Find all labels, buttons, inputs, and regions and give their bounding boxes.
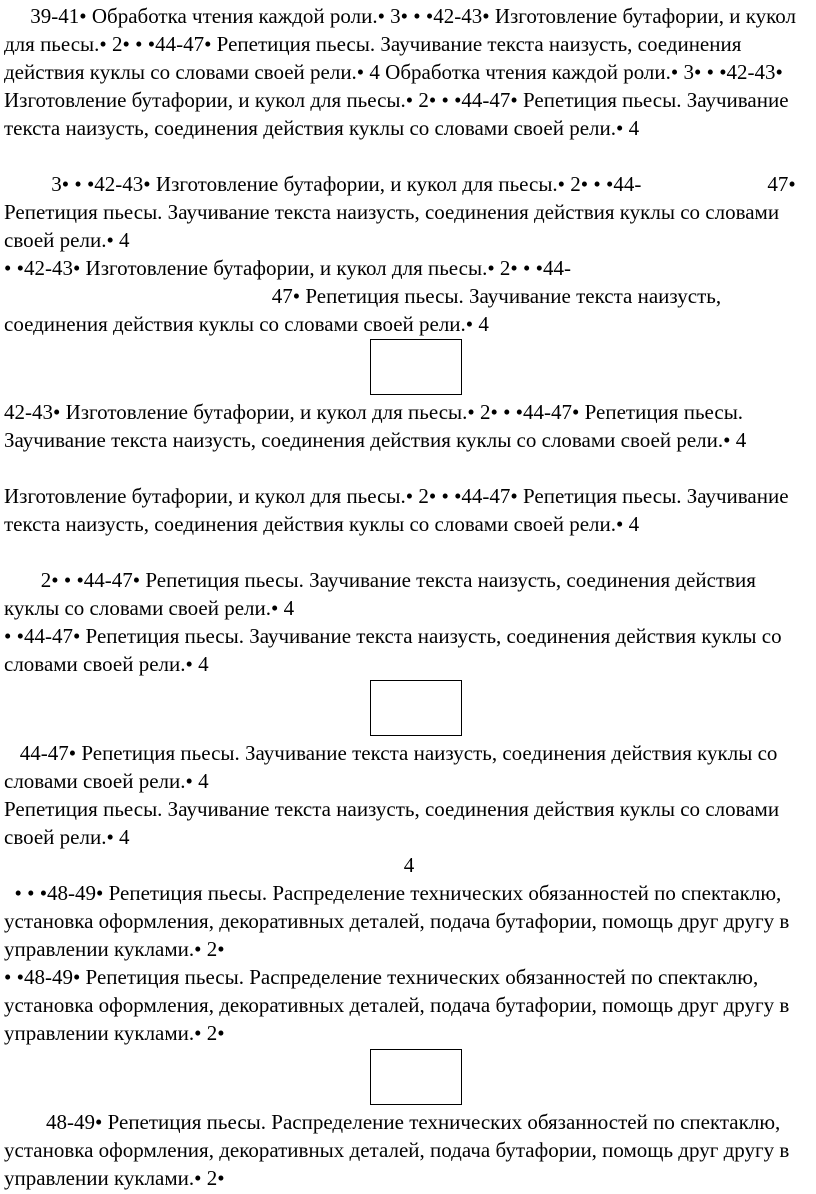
page-number: 4 [403, 853, 415, 877]
text-block-12: 48-49• Репетиция пьесы. Распределение технических обязанностей по спектаклю, установка оформления, декоративных деталей, подача бутафории, помощь друг другу в управлении куклами.• 2• [4, 1110, 790, 1190]
empty-frame-1 [370, 339, 462, 395]
text-block-1: 39-41• Обработка чтения каждой роли.• 3• • •42-43• Изготовление бутафории, и кукол для пьесы.• 2• • •44-47• Репетиция пьесы. Заучивание текста наизусть, соединения действия куклы со словами своей рели.• 4 Обработка чтения каждой роли.• 3• • •42-43• Изготовление бутафории, и кукол для пьесы.• 2• • •44-47• Репетиция пьесы. Заучивание текста наизусть, соединения действия куклы со словами своей рели.• 4 [4, 4, 796, 140]
text-block-5: Изготовление бутафории, и кукол для пьесы.• 2• • •44-47• Репетиция пьесы. Заучивание текста наизусть, соединения действия куклы со словами своей рели.• 4 [4, 484, 789, 536]
text-block-4: 42-43• Изготовление бутафории, и кукол для пьесы.• 2• • •44-47• Репетиция пьесы. Заучивание текста наизусть, соединения действия куклы со словами своей рели.• 4 [4, 400, 747, 452]
text-block-2: 3• • •42-43• Изготовление бутафории, и кукол для пьесы.• 2• • •44- 47• Репетиция пьесы. Заучивание текста наизусть, соединения действия куклы со словами своей рели.• 4 [4, 172, 796, 252]
text-block-6: 2• • •44-47• Репетиция пьесы. Заучивание текста наизусть, соединения действия куклы со словами своей рели.• 4 [4, 568, 756, 620]
text-block-9: Репетиция пьесы. Заучивание текста наизусть, соединения действия куклы со словами своей рели.• 4 [4, 797, 780, 849]
text-block-3: • •42-43• Изготовление бутафории, и кукол для пьесы.• 2• • •44- 47• Репетиция пьесы. Заучивание текста наизусть, соединения действия куклы со словами своей рели.• 4 [4, 256, 722, 336]
text-block-7: • •44-47• Репетиция пьесы. Заучивание текста наизусть, соединения действия куклы со словами своей рели.• 4 [4, 624, 782, 676]
text-block-11: • •48-49• Репетиция пьесы. Распределение технических обязанностей по спектаклю, установка оформления, декоративных деталей, подача бутафории, помощь друг другу в управлении куклами.• 2• [4, 965, 790, 1045]
empty-frame-2 [370, 680, 462, 736]
empty-frame-3 [370, 1049, 462, 1105]
text-block-8: 44-47• Репетиция пьесы. Заучивание текста наизусть, соединения действия куклы со словами своей рели.• 4 [4, 741, 778, 793]
text-block-10: • • •48-49• Репетиция пьесы. Распределение технических обязанностей по спектаклю, установка оформления, декоративных деталей, подача бутафории, помощь друг другу в управлении куклами.• 2• [4, 881, 790, 961]
